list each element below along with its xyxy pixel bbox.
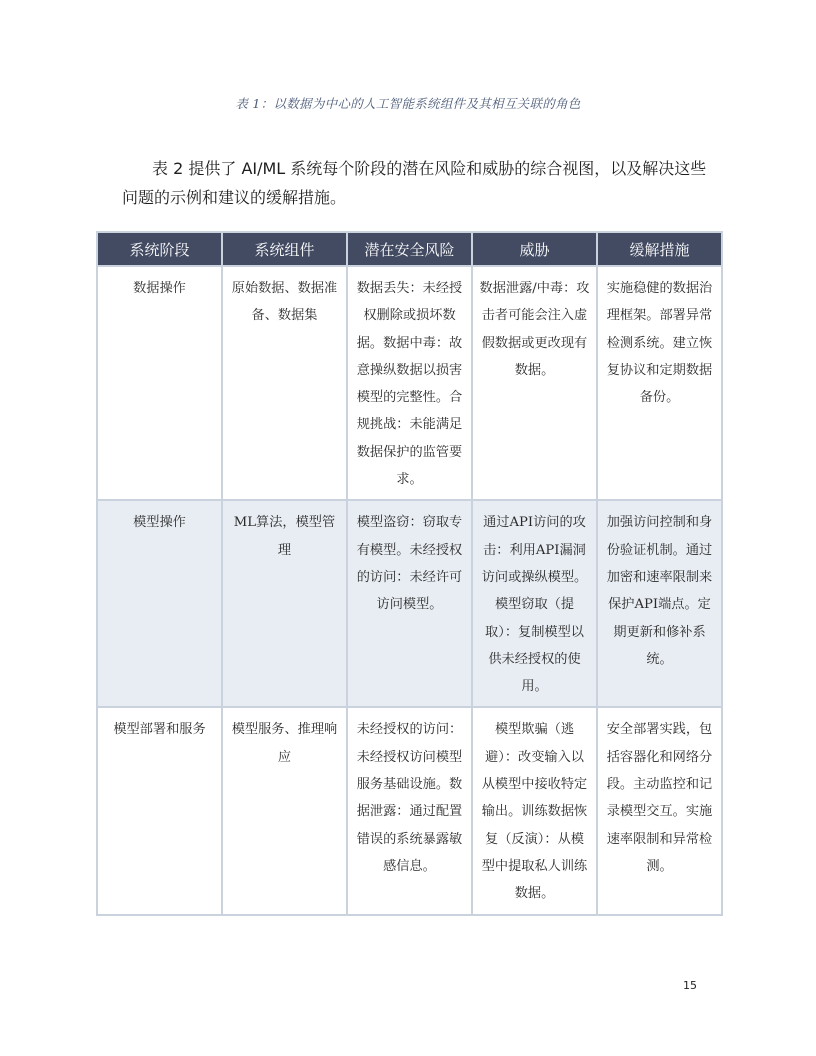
table-header-row <box>97 232 722 266</box>
cell-risk: 未经授权的访问：未经授权访问模型服务基础设施。数据泄露：通过配置错误的系统暴露敏感信息。 <box>347 707 472 914</box>
page-number: 15 <box>683 979 697 992</box>
cell-mitigation: 加强访问控制和身份验证机制。通过加密和速率限制来保护API端点。定期更新和修补系统。 <box>597 500 722 707</box>
table-row <box>97 500 722 707</box>
cell-threat: 数据泄露/中毒：攻击者可能会注入虚假数据或更改现有数据。 <box>472 266 597 500</box>
cell-risk: 模型盗窃：窃取专有模型。未经授权的访问：未经许可访问模型。 <box>347 500 472 707</box>
intro-paragraph: 表 2 提供了 AI/ML 系统每个阶段的潜在风险和威胁的综合视图，以及解决这些问题的示例和建议的缓解措施。 <box>122 159 707 207</box>
cell-threat: 模型欺骗（逃避）：改变输入以从模型中接收特定输出。训练数据恢复（反演）：从模型中提取私人训练数据。 <box>472 707 597 914</box>
header-threat: 威胁 <box>472 232 597 266</box>
cell-mitigation: 实施稳健的数据治理框架。部署异常检测系统。建立恢复协议和定期数据备份。 <box>597 266 722 500</box>
cell-component: 模型服务、推理响应 <box>222 707 347 914</box>
cell-risk: 数据丢失：未经授权删除或损坏数据。数据中毒：故意操纵数据以损害模型的完整性。合规挑战：未能满足数据保护的监管要求。 <box>347 266 472 500</box>
header-mitigation: 缓解措施 <box>597 232 722 266</box>
cell-component: ML算法，模型管理 <box>222 500 347 707</box>
cell-component: 原始数据、数据准备、数据集 <box>222 266 347 500</box>
header-stage: 系统阶段 <box>97 232 222 266</box>
header-risk: 潜在安全风险 <box>347 232 472 266</box>
table-caption: 表 1：以数据为中心的人工智能系统组件及其相互关联的角色 <box>235 96 581 111</box>
table-row <box>97 707 722 914</box>
table-row <box>97 266 722 500</box>
cell-mitigation: 安全部署实践，包括容器化和网络分段。主动监控和记录模型交互。实施速率限制和异常检测。 <box>597 707 722 914</box>
risk-table <box>96 231 723 916</box>
cell-stage: 模型操作 <box>97 500 222 707</box>
cell-threat: 通过API访问的攻击：利用API漏洞访问或操纵模型。模型窃取（提取）：复制模型以供未经授权的使用。 <box>472 500 597 707</box>
header-component: 系统组件 <box>222 232 347 266</box>
cell-stage: 数据操作 <box>97 266 222 500</box>
cell-stage: 模型部署和服务 <box>97 707 222 914</box>
